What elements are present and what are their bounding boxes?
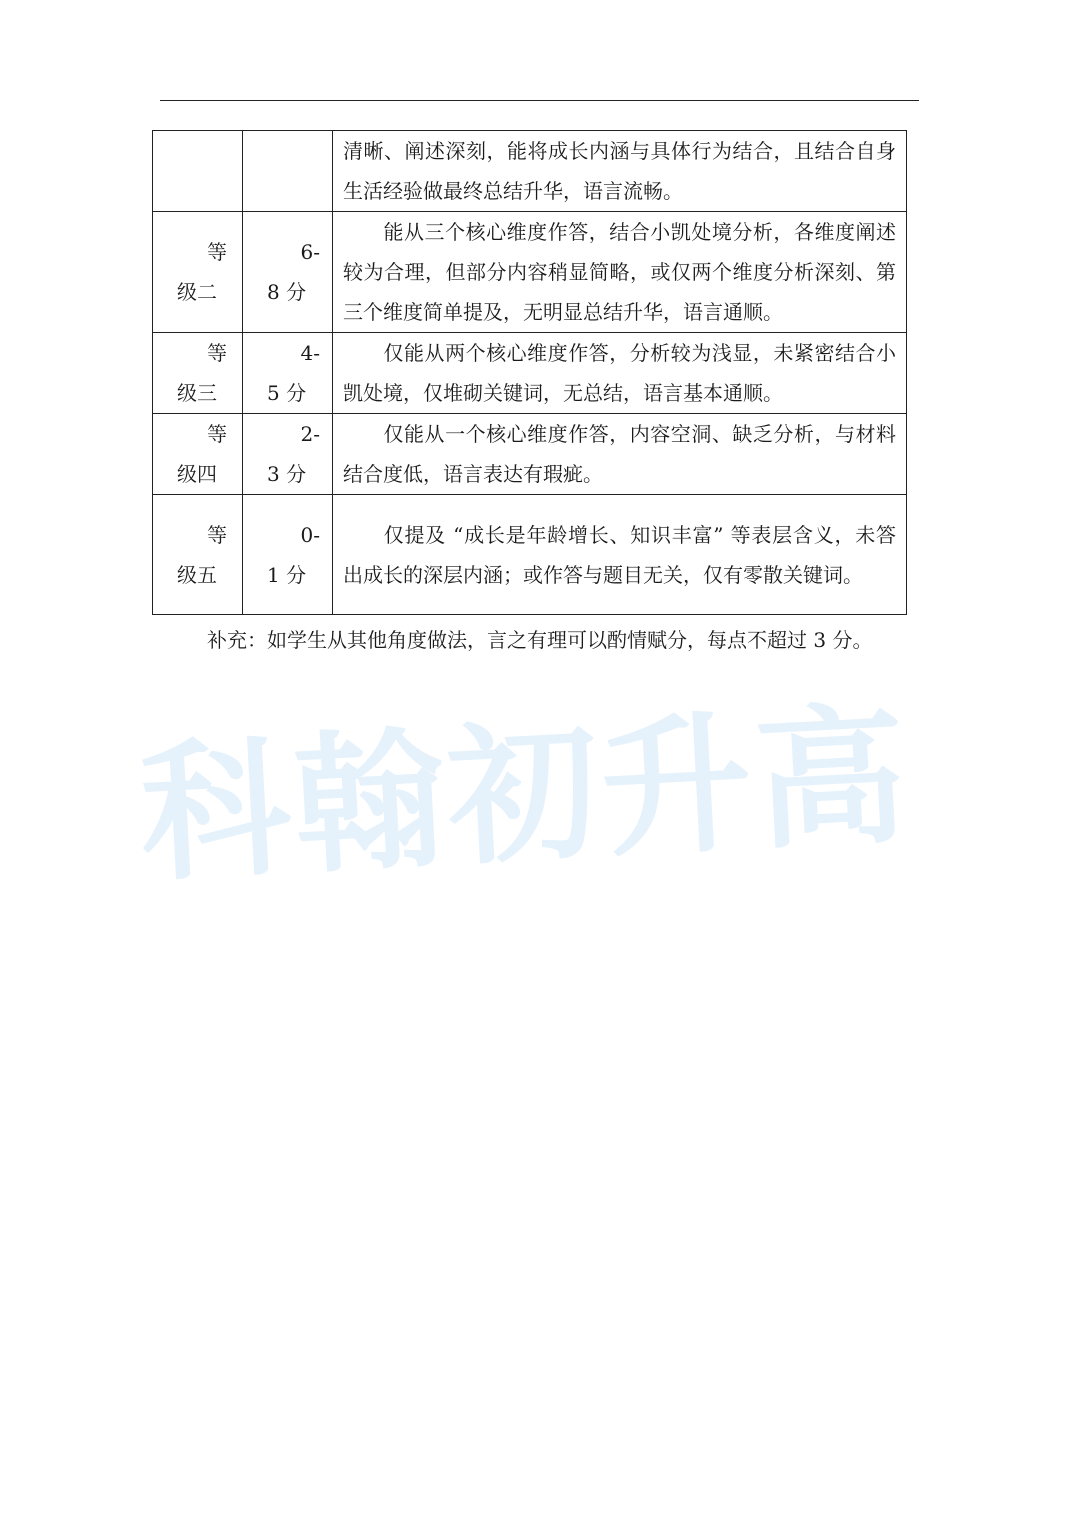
level-label-line1: 等 [207, 422, 227, 446]
level-label-line2: 级五 [177, 562, 217, 587]
level-cell [153, 414, 243, 495]
rubric-row-level-4 [153, 414, 907, 495]
level-label-line2: 级二 [177, 280, 217, 304]
score-line2: 8 分 [267, 280, 307, 304]
level-cell [153, 131, 243, 212]
rubric-row-level-2 [153, 212, 907, 333]
description-text: 能从三个核心维度作答，结合小凯处境分析，各维度阐述较为合理，但部分内容稍显简略，或仅两个维度分析深刻、第三个维度简单提及，无明显总结升华，语言通顺。 [343, 220, 896, 324]
score-line2: 5 分 [267, 381, 307, 405]
score-cell [243, 212, 333, 333]
description-text: 仅能从一个核心维度作答，内容空洞、缺乏分析，与材料结合度低，语言表达有瑕疵。 [343, 422, 896, 486]
level-label-line2: 级三 [177, 381, 217, 405]
level-cell [153, 495, 243, 615]
score-line1: 0- [300, 522, 320, 547]
rubric-row-level-5 [153, 495, 907, 615]
description-cell [333, 414, 907, 495]
level-cell [153, 333, 243, 414]
level-cell [153, 212, 243, 333]
score-line2: 1 分 [267, 562, 307, 587]
level-label-line1: 等 [207, 522, 227, 547]
score-cell [243, 333, 333, 414]
watermark-text: 科翰初升高 [135, 688, 915, 903]
description-text: 仅提及 “成长是年龄增长、知识丰富” 等表层含义，未答出成长的深层内涵；或作答与题目无关，仅有零散关键词。 [343, 522, 896, 587]
description-cell [333, 131, 907, 212]
description-cell [333, 495, 907, 615]
score-cell [243, 131, 333, 212]
description-text: 清晰、阐述深刻，能将成长内涵与具体行为结合，且结合自身生活经验做最终总结升华，语言流畅。 [343, 139, 896, 203]
score-line1: 6- [300, 240, 320, 264]
level-label-line2: 级四 [177, 462, 217, 486]
rubric-row-level-1-continued [153, 131, 907, 212]
score-line1: 4- [300, 341, 320, 365]
description-cell [333, 212, 907, 333]
level-label-line1: 等 [207, 240, 227, 264]
score-line1: 2- [300, 422, 320, 446]
score-cell [243, 495, 333, 615]
grading-rubric-table [152, 130, 907, 615]
score-line2: 3 分 [267, 462, 307, 486]
level-label-line1: 等 [207, 341, 227, 365]
score-cell [243, 414, 333, 495]
supplementary-note: 补充：如学生从其他角度做法，言之有理可以酌情赋分，每点不超过 3 分。 [207, 628, 873, 652]
header-rule [160, 100, 919, 101]
description-text: 仅能从两个核心维度作答，分析较为浅显，未紧密结合小凯处境，仅堆砌关键词，无总结，语言基本通顺。 [343, 341, 896, 405]
description-cell [333, 333, 907, 414]
rubric-row-level-3 [153, 333, 907, 414]
